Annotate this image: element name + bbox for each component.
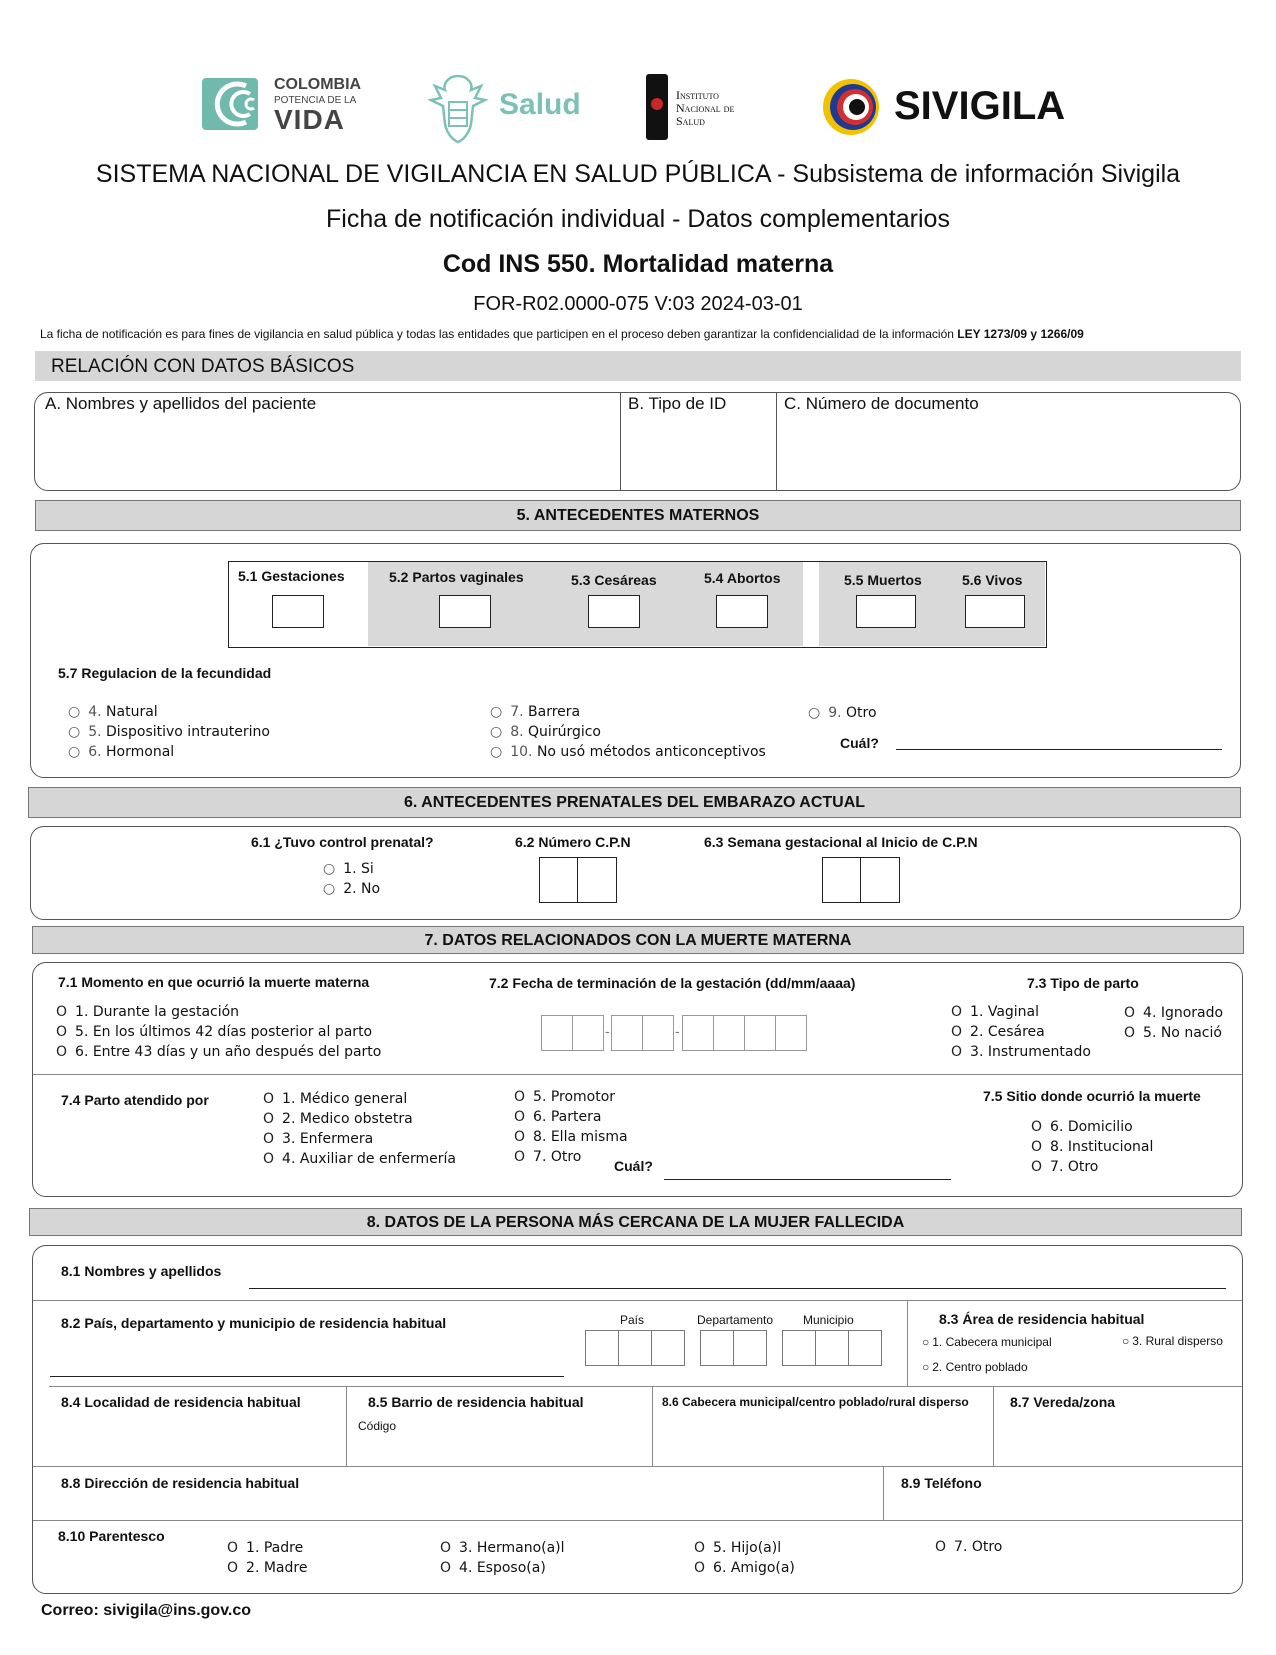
doc-number-label: C. Número de documento (784, 394, 979, 413)
ins-icon (646, 74, 668, 140)
section7-bar: 7. DATOS RELACIONADOS CON LA MUERTE MATERNA (32, 926, 1244, 954)
logo-salud-text: Salud (499, 88, 581, 121)
kinship-option-1[interactable]: O 1. Padre (227, 1540, 304, 1556)
cpn-week-label: 6.3 Semana gestacional al Inicio de C.P.N (704, 834, 978, 850)
vivos-label: 5.6 Vivos (962, 572, 1023, 588)
regulacion-option-10[interactable]: ○ 10. No usó métodos anticonceptivos (490, 744, 766, 760)
title-system: SISTEMA NACIONAL DE VIGILANCIA EN SALUD PÚBLICA - Subsistema de información Sivigila (95, 160, 1181, 188)
attended-by-option-7[interactable]: O 7. Otro (514, 1149, 582, 1165)
birth-type-option-1[interactable]: O 1. Vaginal (951, 1004, 1040, 1020)
section6-box (30, 826, 1241, 920)
section8-bar: 8. DATOS DE LA PERSONA MÁS CERCANA DE LA MUJER FALLECIDA (29, 1208, 1242, 1236)
death-site-option-7[interactable]: O 7. Otro (1031, 1159, 1099, 1175)
cpn-week-digit-1[interactable] (822, 857, 862, 903)
attended-by-option-6[interactable]: O 6. Partera (514, 1109, 602, 1125)
logo-salud (423, 72, 588, 144)
cabecera-field[interactable] (658, 1414, 988, 1462)
disclaimer (40, 327, 1084, 341)
birth-type-option-4[interactable]: O 4. Ignorado (1124, 1005, 1224, 1021)
phone-field[interactable] (890, 1494, 1236, 1516)
birth-type-option-5[interactable]: O 5. No nació (1124, 1025, 1222, 1041)
logo-ins-line3: Salud (676, 114, 705, 128)
abortos-input[interactable] (716, 595, 768, 628)
title-form: Ficha de notificación individual - Datos complementarios (326, 205, 950, 233)
locality-field[interactable] (50, 1414, 340, 1462)
cesareas-input[interactable] (588, 595, 640, 628)
cesareas-label: 5.3 Cesáreas (571, 572, 657, 588)
death-moment-option-1[interactable]: O 1. Durante la gestación (56, 1004, 240, 1020)
regulacion-cual-label: Cuál? (840, 735, 879, 751)
regulacion-option-6[interactable]: ○ 6. Hormonal (68, 744, 175, 760)
attended-by-option-3[interactable]: O 3. Enfermera (263, 1131, 374, 1147)
regulacion-option-9[interactable]: ○ 9. Otro (808, 705, 877, 721)
prenatal-control-option-si[interactable]: ○ 1. Si (323, 861, 374, 877)
departamento-label: Departamento (697, 1313, 774, 1327)
attended-by-option-5[interactable]: O 5. Promotor (514, 1089, 616, 1105)
disclaimer-text: La ficha de notificación es para fines de vigilancia en salud pública y todas las entidades que participen en el proceso deben garantizar la confidencialidad de la información (40, 327, 954, 341)
neighborhood-code-label: Código (358, 1419, 397, 1433)
logo-sivigila (820, 76, 1080, 140)
vereda-label: 8.7 Vereda/zona (1010, 1394, 1116, 1410)
sivigila-eye-icon (820, 76, 882, 138)
pais-code-input[interactable] (585, 1330, 686, 1366)
patient-name-label: A. Nombres y apellidos del paciente (45, 394, 317, 413)
birth-type-label: 7.3 Tipo de parto (1027, 975, 1139, 991)
prenatal-control-option-no[interactable]: ○ 2. No (323, 881, 381, 897)
death-moment-label: 7.1 Momento en que ocurrió la muerte materna (58, 974, 370, 990)
attended-by-cual-input[interactable] (664, 1179, 951, 1180)
regulacion-option-8[interactable]: ○ 8. Quirúrgico (490, 724, 601, 740)
partos-input[interactable] (439, 595, 491, 628)
municipio-label: Municipio (803, 1313, 854, 1327)
kinship-option-3[interactable]: O 3. Hermano(a)l (440, 1540, 565, 1556)
partos-label: 5.2 Partos vaginales (389, 569, 524, 585)
footer-email[interactable]: Correo: sivigila@ins.gov.co (41, 1602, 252, 1619)
attended-by-option-1[interactable]: O 1. Médico general (263, 1091, 408, 1107)
regulacion-option-7[interactable]: ○ 7. Barrera (490, 704, 581, 720)
cpn-week-digit-2[interactable] (860, 857, 900, 903)
coat-of-arms-icon (423, 72, 493, 144)
section5-bar: 5. ANTECEDENTES MATERNOS (35, 500, 1241, 531)
section6-bar: 6. ANTECEDENTES PRENATALES DEL EMBARAZO ACTUAL (28, 787, 1241, 818)
residence-area-option-2[interactable]: ○ 2. Centro poblado (922, 1360, 1028, 1374)
contact-residence-label: 8.2 País, departamento y municipio de residencia habitual (61, 1315, 447, 1331)
attended-by-option-2[interactable]: O 2. Medico obstetra (263, 1111, 413, 1127)
colombia-icon (202, 78, 258, 130)
contact-name-input[interactable] (249, 1288, 1226, 1289)
death-site-option-6[interactable]: O 6. Domicilio (1031, 1119, 1133, 1135)
attended-by-option-8[interactable]: O 8. Ella misma (514, 1129, 628, 1145)
cpn-number-digit-1[interactable] (539, 857, 579, 903)
pais-label: País (620, 1313, 645, 1327)
basic-section-bar (35, 351, 1241, 381)
death-moment-option-6[interactable]: O 6. Entre 43 días y un año después del parto (56, 1044, 382, 1060)
phone-label: 8.9 Teléfono (901, 1475, 982, 1491)
residence-area-option-1[interactable]: ○ 1. Cabecera municipal (922, 1335, 1052, 1349)
patient-name-field[interactable] (40, 418, 615, 486)
basic-section-title: RELACIÓN CON DATOS BÁSICOS (51, 356, 355, 377)
death-site-option-8[interactable]: O 8. Institucional (1031, 1139, 1154, 1155)
residence-area-option-3[interactable]: ○ 3. Rural disperso (1122, 1334, 1223, 1348)
cabecera-label: 8.6 Cabecera municipal/centro poblado/rural disperso (662, 1395, 969, 1409)
title-event: Cod INS 550. Mortalidad materna (442, 250, 834, 278)
termination-date-input[interactable]: - - (541, 1015, 805, 1051)
regulacion-cual-input[interactable] (896, 749, 1222, 750)
gestaciones-label: 5.1 Gestaciones (238, 568, 345, 584)
logo-colombia-line2: POTENCIA DE LA (274, 95, 357, 106)
address-field[interactable] (50, 1494, 876, 1516)
logo-ins-line2: Nacional de (676, 101, 735, 115)
logo-colombia (202, 74, 367, 134)
birth-type-option-3[interactable]: O 3. Instrumentado (951, 1044, 1091, 1060)
logo-colombia-line1: COLOMBIA (274, 76, 362, 93)
regulacion-label: 5.7 Regulacion de la fecundidad (58, 665, 272, 681)
death-moment-option-5[interactable]: O 5. En los últimos 42 días posterior al parto (56, 1024, 373, 1040)
id-type-label: B. Tipo de ID (628, 394, 727, 413)
muertos-label: 5.5 Muertos (844, 572, 922, 588)
logo-sivigila-text: SIVIGILA (894, 84, 1066, 128)
doc-number-field[interactable] (780, 418, 1236, 486)
kinship-option-6[interactable]: O 6. Amigo(a) (694, 1560, 795, 1576)
prenatal-control-label: 6.1 ¿Tuvo control prenatal? (251, 834, 434, 850)
residence-area-label: 8.3 Área de residencia habitual (939, 1311, 1145, 1327)
address-label: 8.8 Dirección de residencia habitual (61, 1475, 300, 1491)
vereda-field[interactable] (998, 1414, 1236, 1462)
abortos-label: 5.4 Abortos (704, 570, 781, 586)
form-code: FOR-R02.0000-075 V:03 2024-03-01 (473, 293, 803, 315)
birth-type-option-2[interactable]: O 2. Cesárea (951, 1024, 1045, 1040)
regulacion-option-5[interactable]: ○ 5. Dispositivo intrauterino (68, 724, 270, 740)
kinship-label: 8.10 Parentesco (58, 1528, 165, 1544)
logo-colombia-line3: VIDA (274, 104, 345, 135)
neighborhood-label: 8.5 Barrio de residencia habitual (368, 1394, 584, 1410)
neighborhood-field[interactable] (410, 1414, 646, 1462)
regulacion-option-4[interactable]: ○ 4. Natural (68, 704, 158, 720)
kinship-option-5[interactable]: O 5. Hijo(a)l (694, 1540, 782, 1556)
kinship-option-4[interactable]: O 4. Esposo(a) (440, 1560, 546, 1576)
kinship-option-7[interactable]: O 7. Otro (935, 1539, 1003, 1555)
logo-ins (646, 74, 776, 140)
contact-name-label: 8.1 Nombres y apellidos (61, 1263, 222, 1279)
departamento-code-input[interactable] (700, 1330, 768, 1366)
attended-by-cual-label: Cuál? (614, 1158, 653, 1174)
muertos-input[interactable] (856, 595, 916, 628)
attended-by-option-4[interactable]: O 4. Auxiliar de enfermería (263, 1151, 456, 1167)
death-site-label: 7.5 Sitio donde ocurrió la muerte (983, 1088, 1201, 1104)
kinship-option-2[interactable]: O 2. Madre (227, 1560, 308, 1576)
id-type-field[interactable] (624, 418, 772, 486)
gestaciones-input[interactable] (272, 595, 324, 628)
disclaimer-law: LEY 1273/09 y 1266/09 (957, 327, 1084, 341)
contact-residence-input[interactable] (50, 1376, 564, 1377)
termination-date-label: 7.2 Fecha de terminación de la gestación (dd/mm/aaaa) (489, 975, 856, 991)
vivos-input[interactable] (965, 595, 1025, 628)
cpn-number-digit-2[interactable] (577, 857, 617, 903)
cpn-number-label: 6.2 Número C.P.N (515, 834, 631, 850)
municipio-code-input[interactable] (782, 1330, 883, 1366)
logo-ins-line1: Instituto (676, 88, 719, 102)
attended-by-label: 7.4 Parto atendido por (61, 1092, 209, 1108)
locality-label: 8.4 Localidad de residencia habitual (61, 1394, 301, 1410)
